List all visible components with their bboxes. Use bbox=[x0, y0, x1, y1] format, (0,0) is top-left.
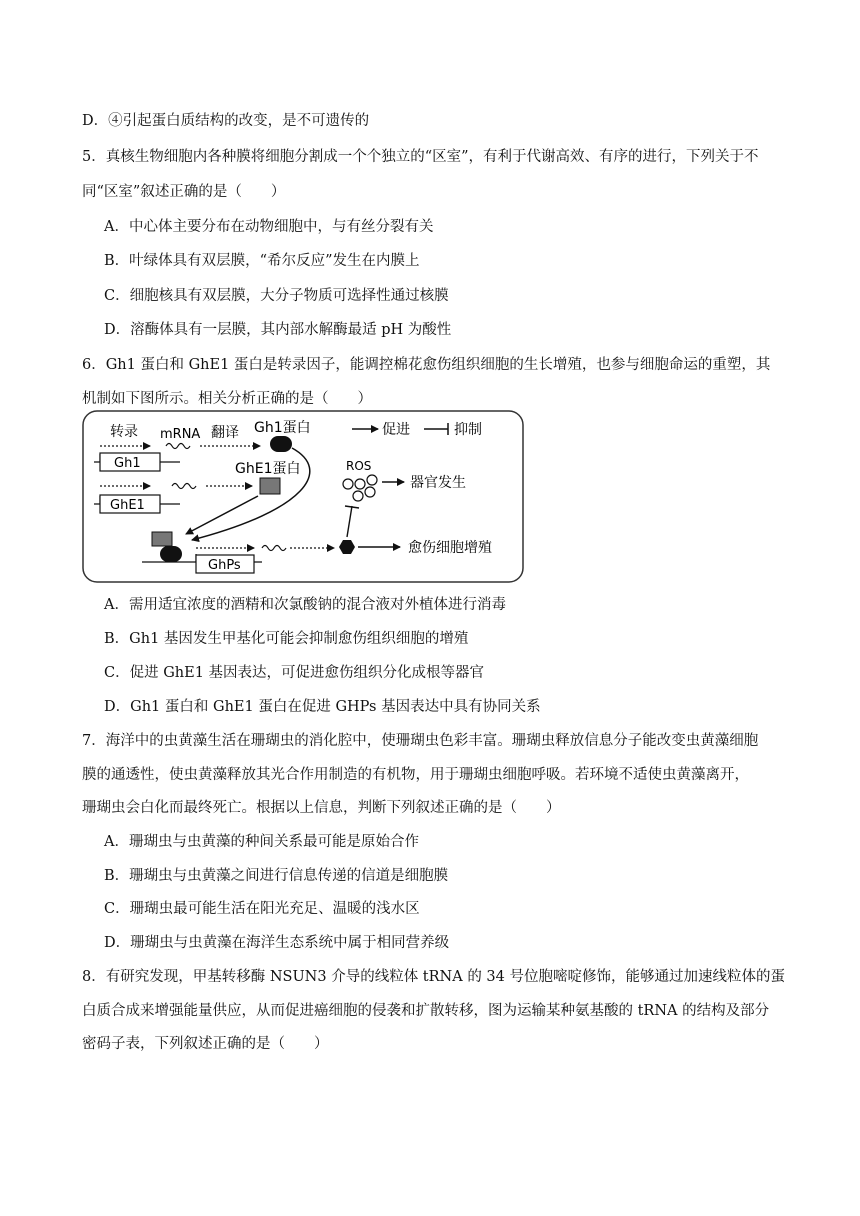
q6-mechanism-diagram bbox=[82, 410, 526, 584]
q7-option-d: D．珊瑚虫与虫黄藻在海洋生态系统中属于相同营养级 bbox=[104, 935, 450, 951]
ros-circle bbox=[365, 487, 375, 497]
q6-stem-line1: 6．Gh1 蛋白和 GhE1 蛋白是转录因子，能调控棉花愈伤组织细胞的生长增殖，也参与细胞命运的重塑，其 bbox=[82, 357, 771, 373]
ghe1-protein-shape bbox=[260, 478, 280, 494]
bound-gh1-protein bbox=[160, 546, 182, 562]
inhibit-line bbox=[347, 506, 352, 537]
ros-circle bbox=[367, 475, 377, 485]
mrna-wave-ghe1 bbox=[172, 484, 196, 489]
q5-stem-line2: 同“区室”叙述正确的是（ ） bbox=[82, 184, 286, 200]
q6-option-d: D．Gh1 蛋白和 GhE1 蛋白在促进 GHPs 基因表达中具有协同关系 bbox=[104, 699, 541, 715]
q7-option-a: A．珊瑚虫与虫黄藻的种间关系最可能是原始合作 bbox=[104, 834, 419, 850]
q7-option-b: B．珊瑚虫与虫黄藻之间进行信息传递的信道是细胞膜 bbox=[104, 868, 449, 884]
q5-option-d: D．溶酶体具有一层膜，其内部水解酶最适 pH 为酸性 bbox=[104, 322, 452, 338]
q8-stem-line1: 8．有研究发现，甲基转移酶 NSUN3 介导的线粒体 tRNA 的 34 号位胞嘧啶修饰，能够通过加速线粒体的蛋 bbox=[82, 969, 785, 985]
arrow-ghe1-to-ghps bbox=[186, 496, 258, 534]
bound-ghe1-protein bbox=[152, 532, 172, 546]
q4-option-d: D．④引起蛋白质结构的改变，是不可遗传的 bbox=[82, 113, 370, 129]
label-organogenesis: 器官发生 bbox=[410, 475, 466, 491]
gene-gh1-label: Gh1 bbox=[114, 456, 141, 471]
q5-option-c: C．细胞核具有双层膜，大分子物质可选择性通过核膜 bbox=[104, 288, 449, 304]
ros-circle bbox=[355, 479, 365, 489]
q5-option-a: A．中心体主要分布在动物细胞中，与有丝分裂有关 bbox=[104, 219, 434, 235]
gh1-protein-shape bbox=[270, 436, 292, 452]
mrna-wave-ghps bbox=[262, 546, 286, 551]
q7-stem-line2: 膜的通透性，使虫黄藻释放其光合作用制造的有机物，用于珊瑚虫细胞呼吸。若环境不适使虫黄藻离开， bbox=[82, 767, 749, 783]
label-transcription: 转录 bbox=[110, 424, 138, 440]
ros-circle bbox=[353, 491, 363, 501]
label-callus-proliferation: 愈伤细胞增殖 bbox=[408, 540, 492, 556]
q7-stem-line3: 珊瑚虫会白化而最终死亡。根据以上信息，判断下列叙述正确的是（ ） bbox=[82, 800, 561, 816]
inhibit-bar bbox=[345, 506, 359, 508]
mrna-wave-gh1 bbox=[166, 444, 190, 449]
q8-stem-line3: 密码子表，下列叙述正确的是（ ） bbox=[82, 1036, 329, 1052]
ros-circle bbox=[343, 479, 353, 489]
legend-promote-label: 促进 bbox=[382, 422, 410, 438]
legend-inhibit-label: 抑制 bbox=[454, 422, 482, 438]
gene-ghe1-label: GhE1 bbox=[110, 498, 145, 513]
label-ghe1-protein: GhE1蛋白 bbox=[235, 461, 301, 477]
q7-option-c: C．珊瑚虫最可能生活在阳光充足、温暖的浅水区 bbox=[104, 901, 420, 917]
label-gh1-protein: Gh1蛋白 bbox=[254, 420, 311, 436]
q6-stem-line2: 机制如下图所示。相关分析正确的是（ ） bbox=[82, 391, 372, 407]
q8-stem-line2: 白质合成来增强能量供应，从而促进癌细胞的侵袭和扩散转移，图为运输某种氨基酸的 tRNA 的结构及部分 bbox=[82, 1003, 770, 1019]
q6-option-c: C．促进 GhE1 基因表达，可促进愈伤组织分化成根等器官 bbox=[104, 665, 485, 681]
label-mrna: mRNA bbox=[160, 427, 201, 442]
q6-option-b: B．Gh1 基因发生甲基化可能会抑制愈伤组织细胞的增殖 bbox=[104, 631, 469, 647]
ghps-product-hexagon bbox=[339, 540, 355, 554]
gene-ghps-label: GhPs bbox=[208, 558, 241, 573]
q5-stem-line1: 5．真核生物细胞内各种膜将细胞分割成一个个独立的“区室”，有利于代谢高效、有序的进行，下列关于不 bbox=[82, 149, 759, 165]
q6-option-a: A．需用适宜浓度的酒精和次氯酸钠的混合液对外植体进行消毒 bbox=[104, 597, 506, 613]
q7-stem-line1: 7．海洋中的虫黄藻生活在珊瑚虫的消化腔中，使珊瑚虫色彩丰富。珊瑚虫释放信息分子能改变虫黄藻细胞 bbox=[82, 733, 759, 749]
q5-option-b: B．叶绿体具有双层膜，“希尔反应”发生在内膜上 bbox=[104, 253, 420, 269]
label-ros: ROS bbox=[346, 459, 372, 473]
label-translation: 翻译 bbox=[211, 425, 239, 441]
